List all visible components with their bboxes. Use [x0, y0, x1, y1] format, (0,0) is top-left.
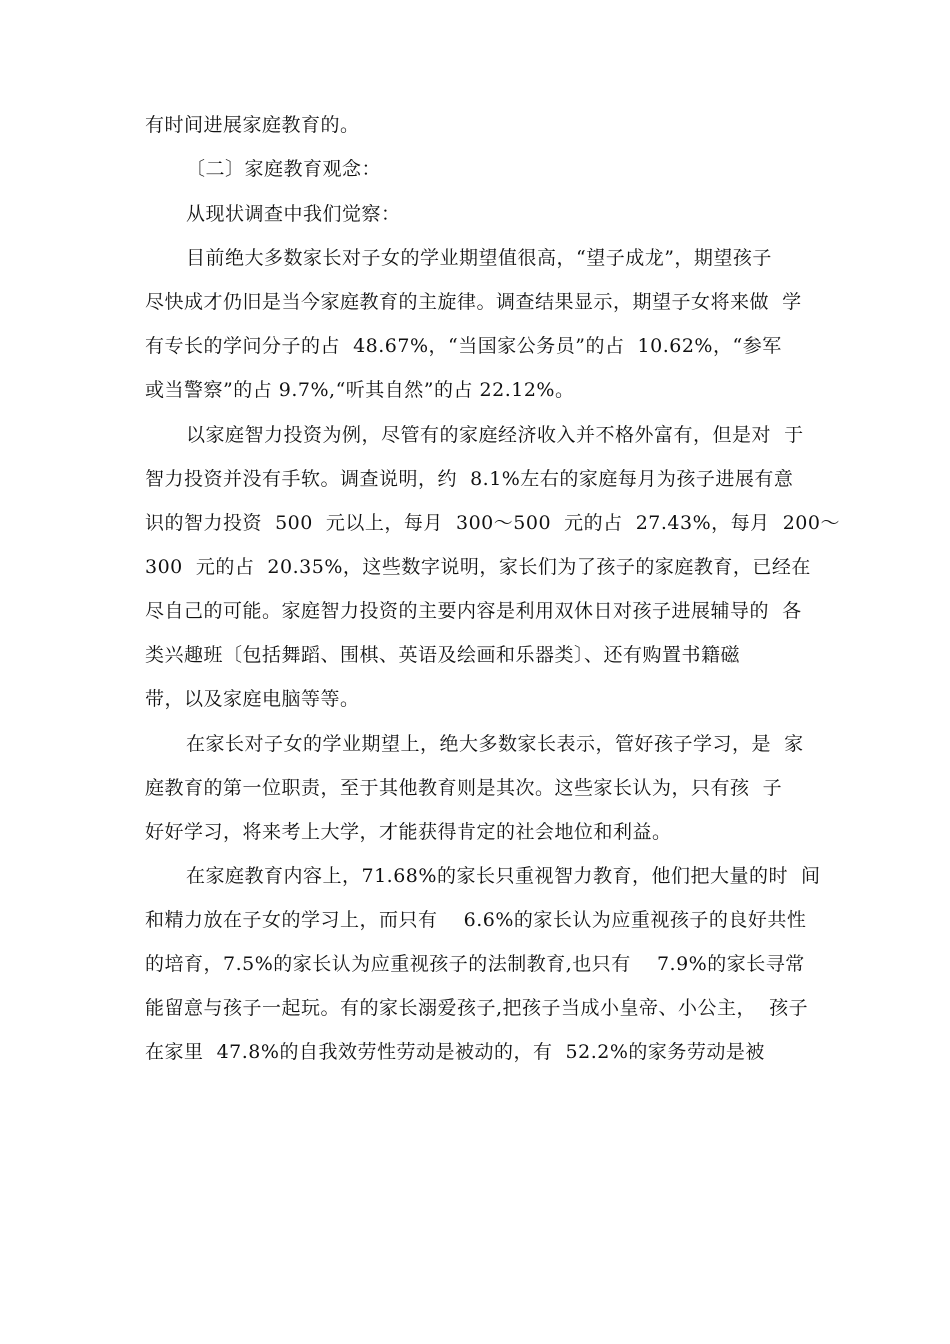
text-line-6: 有专长的学问分子的占 48.67%，“当国家公务员”的占 10.62%，“参军 [145, 335, 782, 357]
text-line-18: 在家庭教育内容上，71.68%的家长只重视智力教育，他们把大量的时 间 [186, 865, 821, 887]
text-line-4: 目前绝大多数家长对子女的学业期望值很高，“望子成龙”，期望孩子 [186, 247, 772, 269]
text-line-19: 和精力放在子女的学习上，而只有 6.6%的家长认为应重视孩子的良好共性 [145, 909, 807, 931]
text-line-9: 智力投资并没有手软。调查说明，约 8.1%左右的家庭每月为孩子进展有意 [145, 468, 794, 490]
text-line-20: 的培育，7.5%的家长认为应重视孩子的法制教育,也只有 7.9%的家长寻常 [145, 953, 805, 975]
text-line-3: 从现状调查中我们觉察： [186, 203, 401, 225]
text-line-11: 300 元的占 20.35%，这些数字说明，家长们为了孩子的家庭教育，已经在 [145, 556, 811, 578]
text-line-12: 尽自己的可能。家庭智力投资的主要内容是利用双休日对孩子进展辅导的 各 [145, 600, 802, 622]
text-line-7: 或当警察”的占 9.7%,“听其自然”的占 22.12%。 [145, 379, 575, 401]
text-line-14: 带，以及家庭电脑等等。 [145, 688, 360, 710]
text-line-16: 庭教育的第一位职责，至于其他教育则是其次。这些家长认为，只有孩 子 [145, 777, 783, 799]
text-line-5: 尽快成才仍旧是当今家庭教育的主旋律。调查结果显示，期望子女将来做 学 [145, 291, 802, 313]
section-heading: 〔二〕家庭教育观念： [186, 158, 382, 180]
text-line-8: 以家庭智力投资为例，尽管有的家庭经济收入并不格外富有，但是对 于 [186, 424, 804, 446]
text-line-10: 识的智力投资 500 元以上，每月 300～500 元的占 27.43%，每月 200～ [145, 512, 840, 534]
text-line-15: 在家长对子女的学业期望上，绝大多数家长表示，管好孩子学习，是 家 [186, 733, 804, 755]
text-line-22: 在家里 47.8%的自我效劳性劳动是被动的，有 52.2%的家务劳动是被 [145, 1041, 765, 1063]
text-line-21: 能留意与孩子一起玩。有的家长溺爱孩子,把孩子当成小皇帝、小公主， 孩子 [145, 997, 809, 1019]
text-line-17: 好好学习，将来考上大学，才能获得肯定的社会地位和利益。 [145, 821, 672, 843]
text-line-13: 类兴趣班〔包括舞蹈、围棋、英语及绘画和乐器类〕、还有购置书籍磁 [145, 644, 741, 666]
text-line-1: 有时间进展家庭教育的。 [145, 114, 360, 136]
